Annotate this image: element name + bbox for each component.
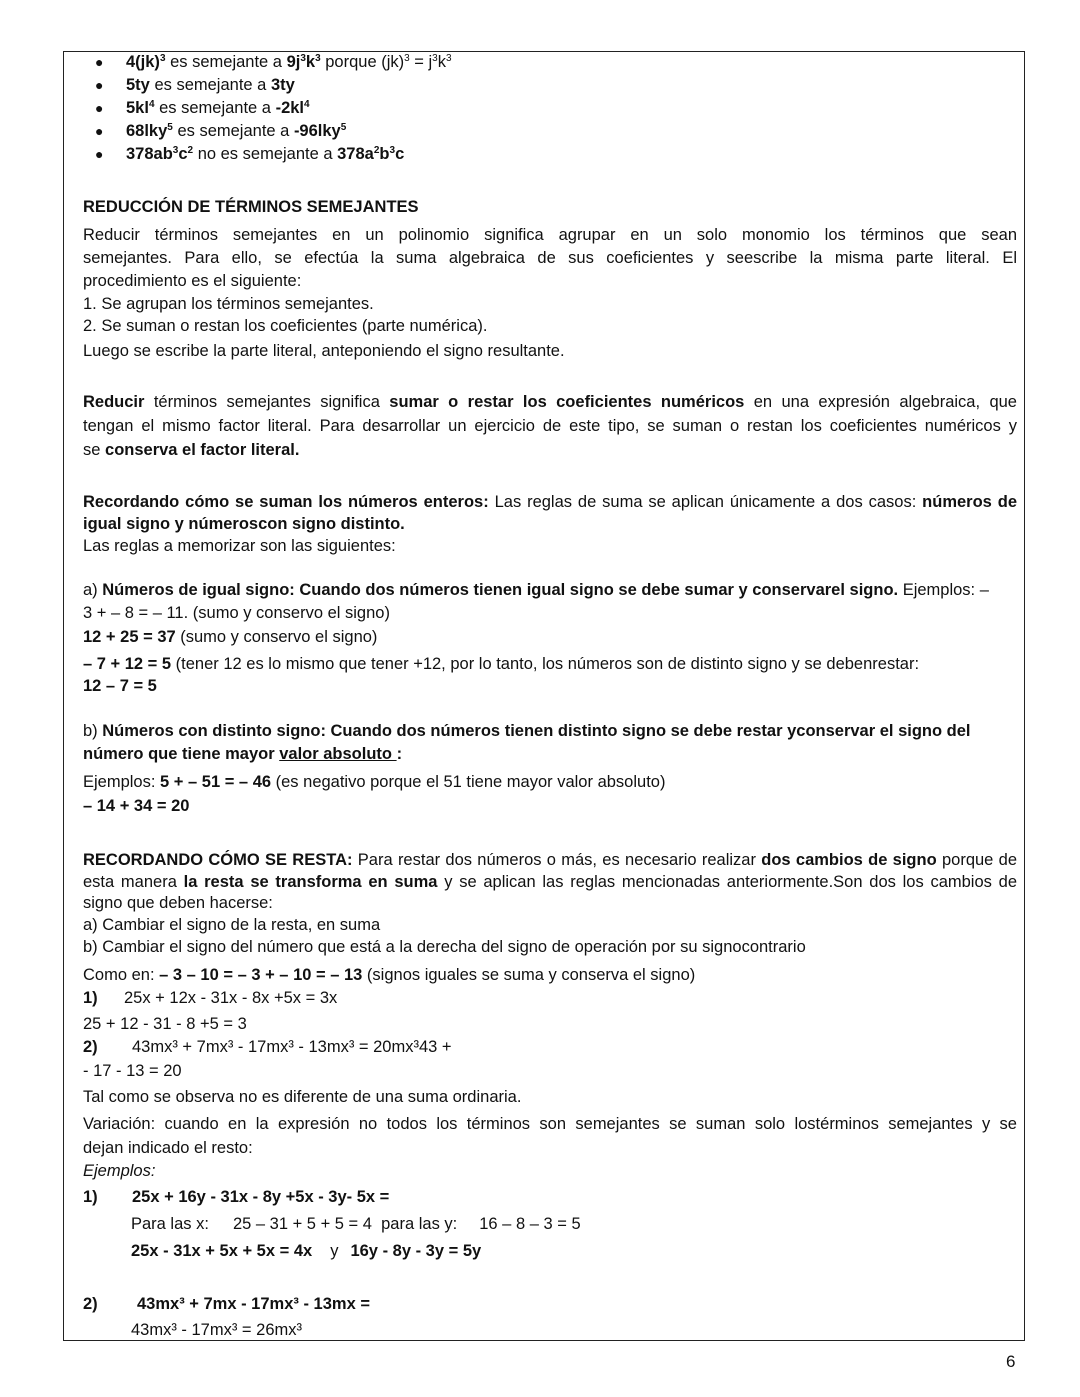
rule-a-title: a) Números de igual signo: Cuando dos números tienen igual signo se debe sumar y conservarel signo. Ejemplos: – bbox=[83, 581, 989, 599]
step-item: 2. Se suman o restan los coeficientes (parte numérica). bbox=[83, 317, 488, 335]
rule-b-title: b) Números con distinto signo: Cuando dos números tienen distinto signo se debe restar yconservar el signo del bbox=[83, 722, 971, 740]
section-heading: REDUCCIÓN DE TÉRMINOS SEMEJANTES bbox=[83, 198, 419, 216]
example-line: 25x - 31x + 5x + 5x = 4x y 16y - 8y - 3y = 5y bbox=[131, 1242, 482, 1260]
paragraph-line: igual signo y númeroscon signo distinto. bbox=[83, 515, 405, 533]
paragraph-line: Luego se escribe la parte literal, anteponiendo el signo resultante. bbox=[83, 342, 565, 360]
paragraph-line: Las reglas a memorizar son las siguientes: bbox=[83, 537, 396, 555]
bullet-item: ● 68lky$^5$ es semejante a -96lky$^5$ bbox=[95, 122, 347, 140]
bullet-icon: ● bbox=[95, 100, 104, 116]
paragraph-line: esta manera la resta se transforma en suma y se aplican las reglas mencionadas anteriormente.Son dos los cambios de bbox=[83, 873, 1017, 891]
list-item: a) Cambiar el signo de la resta, en suma bbox=[83, 916, 381, 934]
example-line: 3 + – 8 = – 11. (sumo y conservo el signo) bbox=[83, 604, 390, 622]
bullet-icon: ● bbox=[95, 123, 104, 139]
example-line: 1) 25x + 12x - 31x - 8x +5x = 3x bbox=[83, 989, 338, 1007]
paragraph-line: Variación: cuando en la expresión no todos los términos son semejantes se suman solo lostérminos semejantes y se bbox=[83, 1115, 1017, 1133]
bullet-item: ● 4(jk)$^3$ es semejante a $9j^3k^3$ porque $(jk)^3 = j^3k^3$ bbox=[95, 53, 452, 71]
example-line: – 7 + 12 = 5 (tener 12 es lo mismo que tener +12, por lo tanto, los números son de distinto signo y se debenrestar: bbox=[83, 655, 920, 673]
example-line: – 14 + 34 = 20 bbox=[83, 797, 190, 815]
example-line: Para las x: 25 – 31 + 5 + 5 = 4 para las y: 16 – 8 – 3 = 5 bbox=[131, 1215, 581, 1233]
paragraph-line: Reducir términos semejantes en un polinomio significa agrupar en un solo monomio los términos que sean bbox=[83, 226, 1017, 244]
paragraph-line: dejan indicado el resto: bbox=[83, 1139, 253, 1157]
example-line: 12 – 7 = 5 bbox=[83, 677, 157, 695]
paragraph-line: Recordando cómo se suman los números enteros: Las reglas de suma se aplican únicamente a dos casos: números de bbox=[83, 493, 1017, 511]
example-line: 2) 43mx³ + 7mx³ - 17mx³ - 13mx³ = 20mx³43 + bbox=[83, 1038, 452, 1056]
example-line: Como en: – 3 – 10 = – 3 + – 10 = – 13 (signos iguales se suma y conserva el signo) bbox=[83, 966, 696, 984]
paragraph-line: tengan el mismo factor literal. Para desarrollar un ejercicio de este tipo, se suman o restan los coeficientes numéricos y bbox=[83, 417, 1017, 435]
rule-b-title: número que tiene mayor valor absoluto : bbox=[83, 745, 403, 763]
bullet-item: ● $5kl^4$ es semejante a $-2kl^4$ bbox=[95, 99, 310, 117]
bullet-icon: ● bbox=[95, 146, 104, 162]
bullet-item: ● $378ab^3c^2$ no es semejante a $378a^2b^3c$ bbox=[95, 145, 405, 163]
example-line: Ejemplos: 5 + – 51 = – 46 (es negativo porque el 51 tiene mayor valor absoluto) bbox=[83, 773, 666, 791]
paragraph-line: se conserva el factor literal. bbox=[83, 441, 300, 459]
page-number: 6 bbox=[1006, 1352, 1016, 1371]
step-item: 1. Se agrupan los términos semejantes. bbox=[83, 295, 374, 313]
paragraph-line: RECORDANDO CÓMO SE RESTA: Para restar dos números o más, es necesario realizar dos cambios de signo porque de bbox=[83, 851, 1018, 869]
paragraph-line: semejantes. Para ello, se efectúa la suma algebraica de sus coeficientes y seescribe la misma parte literal. El bbox=[83, 249, 1017, 267]
example-line: 12 + 25 = 37 (sumo y conservo el signo) bbox=[83, 628, 378, 646]
bullet-icon: ● bbox=[95, 54, 104, 70]
paragraph-line: Ejemplos: bbox=[83, 1162, 156, 1180]
example-line: 1) 25x + 16y - 31x - 8y +5x - 3y- 5x = bbox=[83, 1188, 390, 1206]
list-item: b) Cambiar el signo del número que está a la derecha del signo de operación por su signocontrario bbox=[83, 938, 806, 956]
bullet-item: ● 5ty es semejante a 3ty bbox=[95, 76, 295, 94]
example-line: 43mx³ - 17mx³ = 26mx³ bbox=[131, 1321, 302, 1339]
bullet-icon: ● bbox=[95, 77, 104, 93]
paragraph-line: signo que deben hacerse: bbox=[83, 894, 273, 912]
example-line: 2) 43mx³ + 7mx - 17mx³ - 13mx = bbox=[83, 1295, 370, 1313]
example-line: - 17 - 13 = 20 bbox=[83, 1062, 182, 1080]
paragraph-line: Reducir términos semejantes significa sumar o restar los coeficientes numéricos en una expresión algebraica, que bbox=[83, 393, 1017, 411]
paragraph-line: procedimiento es el siguiente: bbox=[83, 272, 302, 290]
example-line: 25 + 12 - 31 - 8 +5 = 3 bbox=[83, 1015, 247, 1033]
paragraph-line: Tal como se observa no es diferente de una suma ordinaria. bbox=[83, 1088, 522, 1106]
